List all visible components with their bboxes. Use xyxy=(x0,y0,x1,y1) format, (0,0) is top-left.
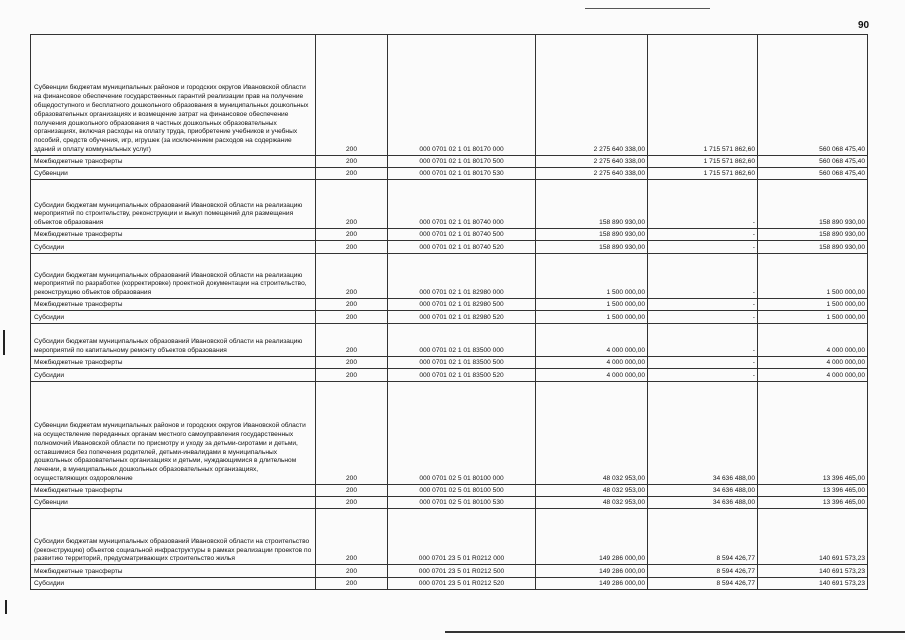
row-name: Межбюджетные трансферты xyxy=(31,356,316,368)
row-value-2: 8 594 426,77 xyxy=(648,509,758,565)
table-row xyxy=(31,241,868,253)
row-value-2: 34 636 488,00 xyxy=(648,381,758,484)
table-row xyxy=(31,369,868,381)
row-name: Субвенции бюджетам муниципальных районов и городских округов Ивановской области на финансовое обеспечение государственных гарантий реализации прав на получение общедоступного и бесплатного дошкольного образования в муниципальных дошкольных образовательных организациях и возмещение затрат на финансовое обеспечение получения дошкольного образования в частных дошкольных образовательных организациях, включая расходы на оплату труда, приобретение учебников и учебных пособий, средств обучения, игр, игрушек (за исключением расходов на содержание зданий и оплату коммунальных услуг) xyxy=(31,35,316,156)
table-row xyxy=(31,356,868,368)
row-code: 200 xyxy=(316,228,388,240)
row-kbk: 000 0701 02 1 01 82980 500 xyxy=(388,299,536,311)
row-kbk: 000 0701 02 5 01 80100 500 xyxy=(388,484,536,496)
row-value-3: 158 890 930,00 xyxy=(758,241,868,253)
table-row xyxy=(31,323,868,356)
row-value-1: 2 275 640 338,00 xyxy=(536,35,648,156)
row-value-3: 140 691 573,23 xyxy=(758,565,868,577)
row-code: 200 xyxy=(316,497,388,509)
row-value-2: - xyxy=(648,356,758,368)
header-rule xyxy=(585,8,710,9)
row-value-1: 4 000 000,00 xyxy=(536,323,648,356)
row-code: 200 xyxy=(316,299,388,311)
row-code: 200 xyxy=(316,241,388,253)
table-row xyxy=(31,565,868,577)
row-value-1: 158 890 930,00 xyxy=(536,228,648,240)
budget-table xyxy=(30,34,868,590)
row-code: 200 xyxy=(316,577,388,589)
table-row xyxy=(31,509,868,565)
row-name: Субсидии xyxy=(31,241,316,253)
row-name: Субсидии xyxy=(31,369,316,381)
row-kbk: 000 0701 02 1 01 80170 500 xyxy=(388,155,536,167)
row-value-1: 48 032 953,00 xyxy=(536,497,648,509)
row-value-3: 4 000 000,00 xyxy=(758,369,868,381)
row-value-1: 1 500 000,00 xyxy=(536,299,648,311)
table-row xyxy=(31,180,868,228)
row-value-2: 1 715 571 862,60 xyxy=(648,155,758,167)
row-value-3: 140 691 573,23 xyxy=(758,577,868,589)
row-name: Межбюджетные трансферты xyxy=(31,228,316,240)
table-row xyxy=(31,228,868,240)
row-value-3: 140 691 573,23 xyxy=(758,509,868,565)
row-kbk: 000 0701 23 5 01 R0212 000 xyxy=(388,509,536,565)
binding-mark xyxy=(5,600,7,614)
row-name: Субсидии бюджетам муниципальных образований Ивановской области на реализацию мероприятий по строительству, реконструкции и выкуп помещений для размещения объектов образования xyxy=(31,180,316,228)
row-value-3: 4 000 000,00 xyxy=(758,356,868,368)
row-value-3: 560 068 475,40 xyxy=(758,35,868,156)
footer-rule xyxy=(445,631,905,633)
row-value-1: 158 890 930,00 xyxy=(536,241,648,253)
row-code: 200 xyxy=(316,509,388,565)
row-value-1: 48 032 953,00 xyxy=(536,381,648,484)
row-name: Субсидии бюджетам муниципальных образований Ивановской области на реализацию мероприятий по разработке (корректировке) проектной документации на строительство, реконструкцию объектов образования xyxy=(31,253,316,298)
table-row xyxy=(31,484,868,496)
row-kbk: 000 0701 23 5 01 R0212 520 xyxy=(388,577,536,589)
page-number: 90 xyxy=(858,20,870,31)
table-row xyxy=(31,168,868,180)
row-value-1: 4 000 000,00 xyxy=(536,369,648,381)
row-value-2: 8 594 426,77 xyxy=(648,577,758,589)
row-kbk: 000 0701 02 1 01 80170 530 xyxy=(388,168,536,180)
row-value-3: 560 068 475,40 xyxy=(758,168,868,180)
row-code: 200 xyxy=(316,356,388,368)
row-code: 200 xyxy=(316,155,388,167)
row-name: Межбюджетные трансферты xyxy=(31,484,316,496)
row-kbk: 000 0701 23 5 01 R0212 500 xyxy=(388,565,536,577)
row-kbk: 000 0701 02 1 01 80740 000 xyxy=(388,180,536,228)
row-name: Межбюджетные трансферты xyxy=(31,155,316,167)
row-value-1: 149 286 000,00 xyxy=(536,577,648,589)
table-row xyxy=(31,381,868,484)
row-name: Межбюджетные трансферты xyxy=(31,565,316,577)
binding-mark xyxy=(3,330,5,355)
row-name: Субсидии xyxy=(31,577,316,589)
row-kbk: 000 0701 02 5 01 80100 530 xyxy=(388,497,536,509)
row-value-1: 2 275 640 338,00 xyxy=(536,168,648,180)
row-value-2: - xyxy=(648,299,758,311)
row-value-3: 1 500 000,00 xyxy=(758,299,868,311)
row-kbk: 000 0701 02 1 01 82980 520 xyxy=(388,311,536,323)
table-row xyxy=(31,253,868,298)
row-value-2: - xyxy=(648,369,758,381)
row-value-2: 1 715 571 862,60 xyxy=(648,35,758,156)
table-row xyxy=(31,577,868,589)
row-value-2: 34 636 488,00 xyxy=(648,484,758,496)
row-value-2: 1 715 571 862,60 xyxy=(648,168,758,180)
table-row xyxy=(31,155,868,167)
row-value-1: 1 500 000,00 xyxy=(536,311,648,323)
row-value-2: - xyxy=(648,253,758,298)
row-value-2: - xyxy=(648,311,758,323)
row-value-1: 149 286 000,00 xyxy=(536,509,648,565)
row-value-2: - xyxy=(648,228,758,240)
table-row xyxy=(31,35,868,156)
row-name: Субвенции xyxy=(31,497,316,509)
row-kbk: 000 0701 02 1 01 83500 520 xyxy=(388,369,536,381)
row-code: 200 xyxy=(316,323,388,356)
row-code: 200 xyxy=(316,253,388,298)
row-value-2: 34 636 488,00 xyxy=(648,497,758,509)
row-value-1: 2 275 640 338,00 xyxy=(536,155,648,167)
row-code: 200 xyxy=(316,35,388,156)
row-code: 200 xyxy=(316,381,388,484)
table-row xyxy=(31,311,868,323)
row-code: 200 xyxy=(316,565,388,577)
table-row xyxy=(31,299,868,311)
row-code: 200 xyxy=(316,484,388,496)
row-value-1: 4 000 000,00 xyxy=(536,356,648,368)
row-code: 200 xyxy=(316,168,388,180)
row-value-2: - xyxy=(648,241,758,253)
row-value-1: 1 500 000,00 xyxy=(536,253,648,298)
row-value-2: - xyxy=(648,180,758,228)
row-value-3: 1 500 000,00 xyxy=(758,253,868,298)
row-kbk: 000 0701 02 1 01 80740 520 xyxy=(388,241,536,253)
row-value-3: 158 890 930,00 xyxy=(758,228,868,240)
table-row xyxy=(31,497,868,509)
row-value-3: 13 396 465,00 xyxy=(758,381,868,484)
row-code: 200 xyxy=(316,311,388,323)
row-kbk: 000 0701 02 1 01 83500 000 xyxy=(388,323,536,356)
row-kbk: 000 0701 02 1 01 80740 500 xyxy=(388,228,536,240)
row-name: Субсидии бюджетам муниципальных образований Ивановской области на реализацию мероприятий по капитальному ремонту объектов образования xyxy=(31,323,316,356)
row-value-2: - xyxy=(648,323,758,356)
row-value-2: 8 594 426,77 xyxy=(648,565,758,577)
row-name: Субсидии xyxy=(31,311,316,323)
row-kbk: 000 0701 02 1 01 82980 000 xyxy=(388,253,536,298)
row-value-3: 560 068 475,40 xyxy=(758,155,868,167)
row-value-3: 4 000 000,00 xyxy=(758,323,868,356)
row-value-1: 149 286 000,00 xyxy=(536,565,648,577)
row-name: Межбюджетные трансферты xyxy=(31,299,316,311)
row-value-3: 13 396 465,00 xyxy=(758,497,868,509)
row-name: Субвенции бюджетам муниципальных районов и городских округов Ивановской области на осуществление переданных органам местного самоуправления государственных полномочий Ивановской области по присмотру и уходу за детьми-сиротами и детьми, оставшимися без попечения родителей, детьми-инвалидами в муниципальных дошкольных образовательных организациях и детьми, нуждающимися в длительном лечении, в муниципальных дошкольных образовательных организациях, осуществляющих оздоровление xyxy=(31,381,316,484)
row-name: Субвенции xyxy=(31,168,316,180)
row-kbk: 000 0701 02 1 01 83500 500 xyxy=(388,356,536,368)
row-value-3: 1 500 000,00 xyxy=(758,311,868,323)
row-value-3: 158 890 930,00 xyxy=(758,180,868,228)
row-kbk: 000 0701 02 5 01 80100 000 xyxy=(388,381,536,484)
row-code: 200 xyxy=(316,180,388,228)
row-kbk: 000 0701 02 1 01 80170 000 xyxy=(388,35,536,156)
row-value-3: 13 396 465,00 xyxy=(758,484,868,496)
row-value-1: 48 032 953,00 xyxy=(536,484,648,496)
row-value-1: 158 890 930,00 xyxy=(536,180,648,228)
row-code: 200 xyxy=(316,369,388,381)
row-name: Субсидии бюджетам муниципальных образований Ивановской области на строительство (реконструкцию) объектов социальной инфраструктуры в рамках реализации проектов по развитию территорий, предусматривающих строительство жилья xyxy=(31,509,316,565)
